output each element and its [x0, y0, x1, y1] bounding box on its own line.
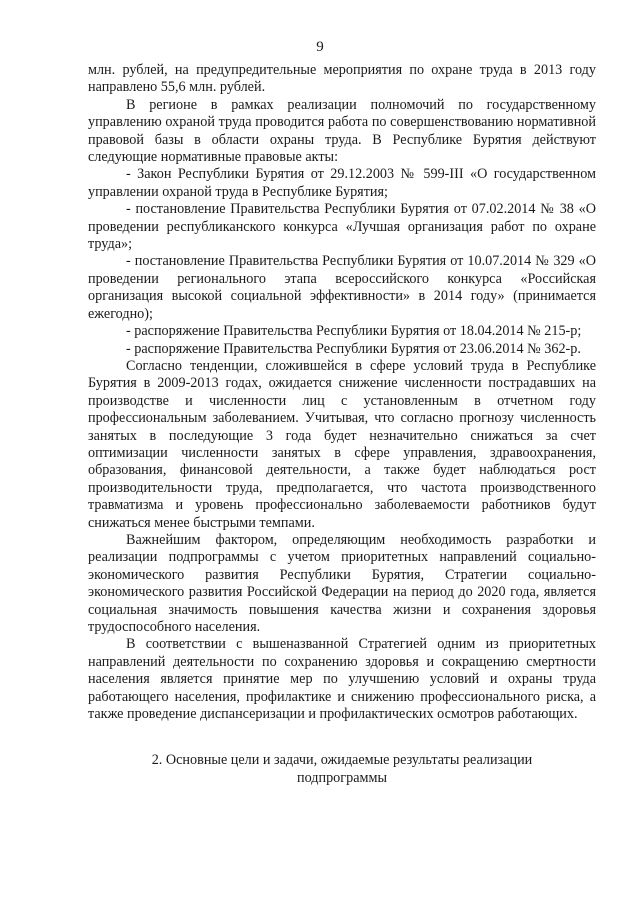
list-item-order-215: - распоряжение Правительства Республики Бурятия от 18.04.2014 № 215-р; [126, 323, 582, 340]
section-heading-line-2: подпрограммы [297, 770, 387, 786]
paragraph-key-factor: Важнейшим фактором, определяющим необходимость разработки и реализации подпрограммы с учетом приоритетных направлений социально-экономического развития Республики Бурятия, Стратегии социально-экономического развития Российской Федерации на период до 2020 года, является социальная значимость повышения качества жизни и сохранения здоровья трудоспособного населения. [88, 531, 596, 635]
section-heading [88, 751, 596, 787]
paragraph-trend: Согласно тенденции, сложившейся в сфере условий труда в Республике Бурятия в 2009-2013 годах, ожидается снижение численности пострадавших на производстве и численности лиц с установленным в отчетном году профессиональным заболеванием. Учитывая, что согласно прогнозу численность занятых в последующие 3 года будет незначительно снижаться за счет оптимизации численности занятых в сфере управления, здравоохранения, образования, финансовой деятельности, а также будет наблюдаться рост производительности труда, предполагается, что частота производственного травматизма и уровень профессионально заболеваемости работников будут снижаться менее быстрыми темпами. [88, 357, 596, 531]
paragraph-strategy: В соответствии с вышеназванной Стратегией одним из приоритетных направлений деятельности по сохранению здоровья и сокращению смертности населения является принятие мер по улучшению условий и охраны труда работающего населения, профилактике и снижению профессионального риска, а также проведение диспансеризации и профилактических осмотров работающих. [88, 636, 596, 723]
body-text [88, 62, 596, 723]
paragraph-funding: млн. рублей, на предупредительные мероприятия по охране труда в 2013 году направлено 55,6 млн. рублей. [88, 62, 596, 96]
section-heading-line-1: 2. Основные цели и задачи, ожидаемые результаты реализации [151, 752, 533, 768]
list-item-resolution-38: - постановление Правительства Республики Бурятия от 07.02.2014 № 38 «О проведении республиканского конкурса «Лучшая организация работ по охране труда»; [88, 201, 596, 253]
page-number: 9 [316, 39, 324, 55]
list-item-law-599: - Закон Республики Бурятия от 29.12.2003 № 599-III «О государственном управлении охраной труда в Республике Бурятия; [88, 166, 596, 200]
list-item-order-362: - распоряжение Правительства Республики Бурятия от 23.06.2014 № 362-р. [126, 340, 581, 357]
list-item-resolution-329: - постановление Правительства Республики Бурятия от 10.07.2014 № 329 «О проведении регионального этапа всероссийского конкурса «Российская организация высокой социальной эффективности» в 2014 году» (принимается ежегодно); [88, 253, 596, 322]
paragraph-regional-regulation: В регионе в рамках реализации полномочий по государственному управлению охраной труда проводится работа по совершенствованию нормативной правовой базы в области охраны труда. В Республике Бурятия действуют следующие нормативные правовые акты: [88, 96, 596, 166]
